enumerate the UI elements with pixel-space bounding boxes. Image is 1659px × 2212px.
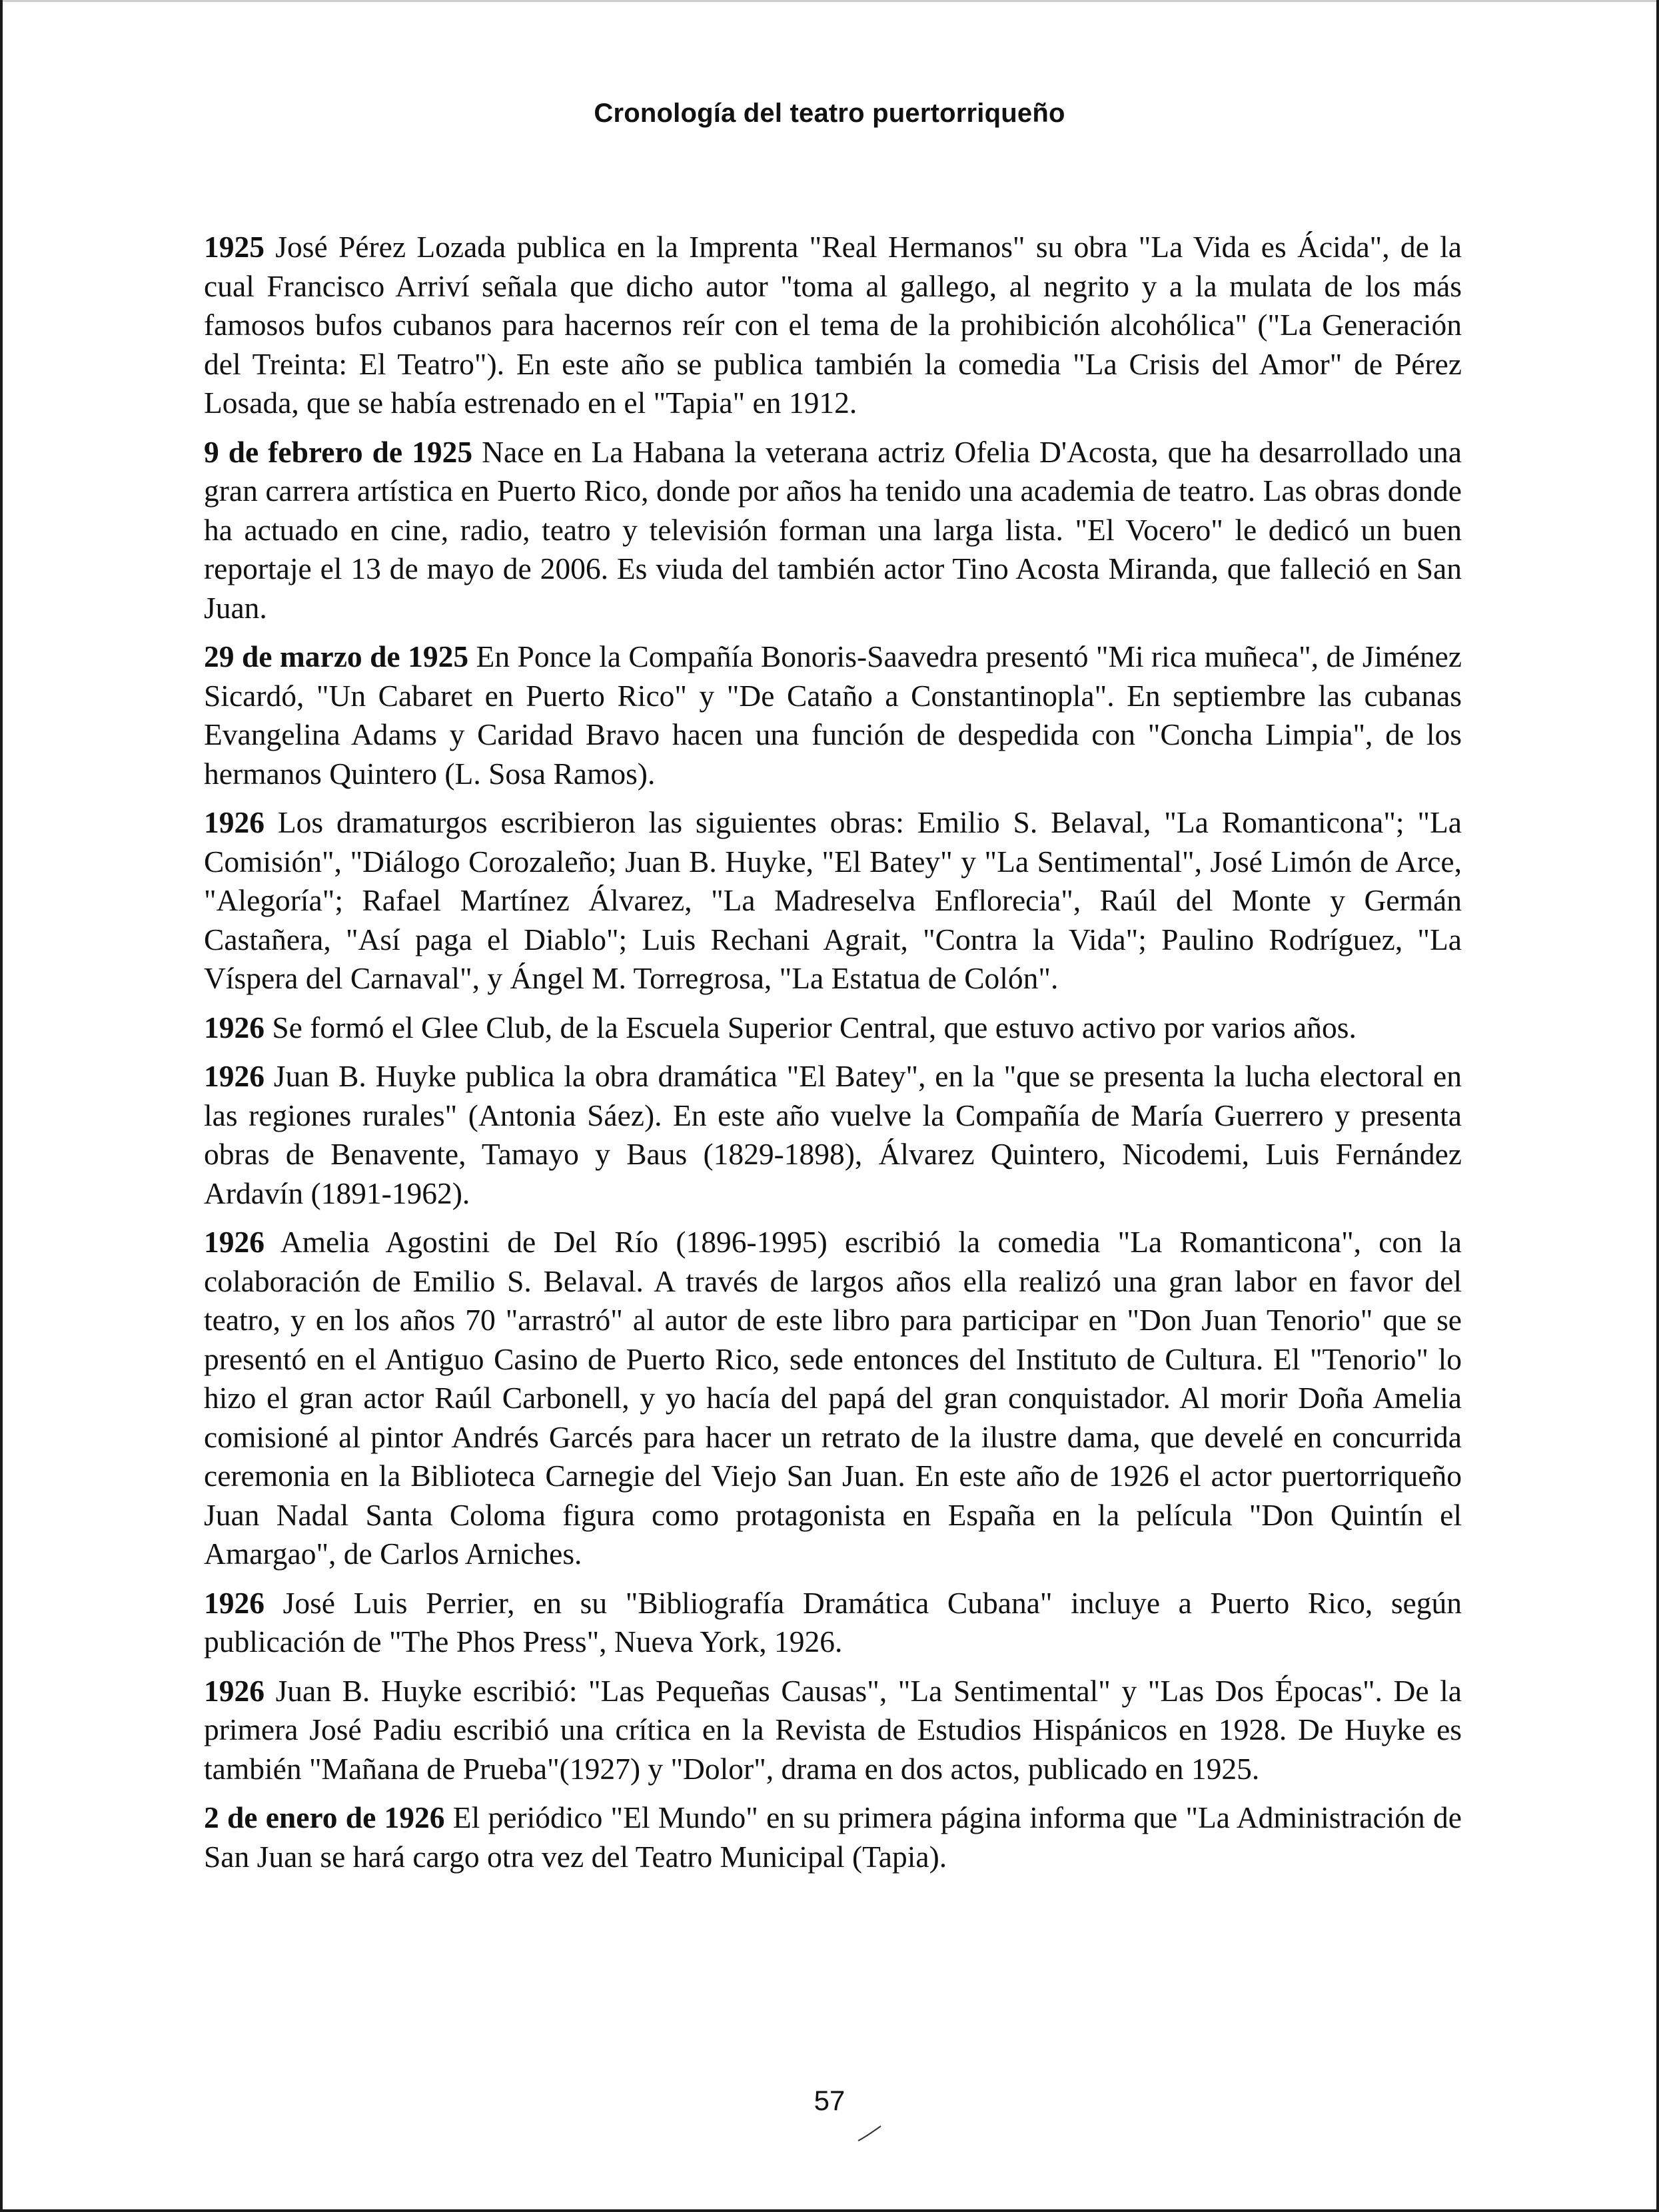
entry-date: 1925 <box>204 230 265 264</box>
entry-text: Juan B. Huyke publica la obra dramática "El Batey", en la "que se presenta la lucha electoral en las regiones rurales" (Antonia Sáez). En este año vuelve la Compañía de María Guerrero y presenta obras de Benavente, Tamayo y Baus (1829-1898), Álvarez Quintero, Nicodemi, Luis Fernández Ardavín (1891-1962). <box>204 1059 1462 1210</box>
entry-text: Juan B. Huyke escribió: "Las Pequeñas Causas", "La Sentimental" y "Las Dos Épocas". De la primera José Padiu escribió una crítica en la Revista de Estudios Hispánicos en 1928. De Huyke es también "Mañana de Prueba"(1927) y "Dolor", drama en dos actos, publicado en 1925. <box>204 1673 1462 1786</box>
chronology-entry <box>204 433 1462 628</box>
chronology-entry <box>204 803 1462 998</box>
chronology-entry <box>204 1057 1462 1213</box>
entry-date: 1926 <box>204 1225 265 1259</box>
entry-date: 1926 <box>204 805 265 839</box>
entry-text: José Pérez Lozada publica en la Imprenta "Real Hermanos" su obra "La Vida es Ácida", de la cual Francisco Arriví señala que dicho autor "toma al gallego, al negrito y a la mulata de los más famosos bufos cubanos para hacernos reír con el tema de la prohibición alcohólica" ("La Generación del Treinta: El Teatro"). En este año se publica también la comedia "La Crisis del Amor" de Pérez Losada, que se había estrenado en el "Tapia" en 1912. <box>204 230 1462 420</box>
entry-date: 9 de febrero de 1925 <box>204 434 473 469</box>
entry-date: 1926 <box>204 1585 265 1620</box>
chronology-entry <box>204 1584 1462 1662</box>
entry-date: 1926 <box>204 1010 265 1044</box>
chronology-entry <box>204 1672 1462 1789</box>
entry-text: El periódico "El Mundo" en su primera página informa que "La Administración de San Juan se hará cargo otra vez del Teatro Municipal (Tapia). <box>204 1800 1462 1874</box>
entry-date: 2 de enero de 1926 <box>204 1800 445 1834</box>
chronology-entry <box>204 228 1462 423</box>
entry-text: En Ponce la Compañía Bonoris-Saavedra presentó "Mi rica muñeca", de Jiménez Sicardó, "Un Cabaret en Puerto Rico" y "De Cataño a Constantinopla". En septiembre las cubanas Evangelina Adams y Caridad Bravo hacen una función de despedida con "Concha Limpia", de los hermanos Quintero (L. Sosa Ramos). <box>204 639 1462 791</box>
page-top-edge <box>0 0 1659 2</box>
running-header: Cronología del teatro puertorriqueño <box>594 99 1065 128</box>
page-number: 57 <box>814 2085 845 2116</box>
chronology-entry <box>204 1008 1462 1048</box>
entry-date: 29 de marzo de 1925 <box>204 639 469 673</box>
page-bottom-border <box>0 2209 1659 2212</box>
entry-date: 1926 <box>204 1059 265 1093</box>
pen-mark-icon <box>857 2123 883 2143</box>
chronology-entry <box>204 1798 1462 1876</box>
chronology-body <box>204 228 1462 1886</box>
entry-text: Los dramaturgos escribieron las siguientes obras: Emilio S. Belaval, "La Romanticona"; "La Comisión", "Diálogo Corozaleño; Juan B. Huyke, "El Batey" y "La Sentimental", José Limón de Arce, "Alegoría"; Rafael Martínez Álvarez, "La Madreselva Enflorecia", Raúl del Monte y Germán Castañera, "Así paga el Diablo"; Luis Rechani Agrait, "Contra la Vida"; Paulino Rodríguez, "La Víspera del Carnaval", y Ángel M. Torregrosa, "La Estatua de Colón". <box>204 805 1462 995</box>
page-right-border <box>1656 0 1659 2212</box>
entry-text: Se formó el Glee Club, de la Escuela Superior Central, que estuvo activo por varios años. <box>265 1010 1357 1044</box>
page-left-border <box>0 0 3 2212</box>
entry-text: Amelia Agostini de Del Río (1896-1995) escribió la comedia "La Romanticona", con la colaboración de Emilio S. Belaval. A través de largos años ella realizó una gran labor en favor del teatro, y en los años 70 "arrastró" al autor de este libro para participar en "Don Juan Tenorio" que se presentó en el Antiguo Casino de Puerto Rico, sede entonces del Instituto de Cultura. El "Tenorio" lo hizo el gran actor Raúl Carbonell, y yo hacía del papá del gran conquistador. Al morir Doña Amelia comisioné al pintor Andrés Garcés para hacer un retrato de la ilustre dama, que develé en concurrida ceremonia en la Biblioteca Carnegie del Viejo San Juan. En este año de 1926 el actor puertorriqueño Juan Nadal Santa Coloma figura como protagonista en España en la película "Don Quintín el Amargao", de Carlos Arniches. <box>204 1225 1462 1571</box>
entry-date: 1926 <box>204 1673 265 1708</box>
chronology-entry <box>204 637 1462 793</box>
entry-text: Nace en La Habana la veterana actriz Ofelia D'Acosta, que ha desarrollado una gran carrera artística en Puerto Rico, donde por años ha tenido una academia de teatro. Las obras donde ha actuado en cine, radio, teatro y televisión forman una larga lista. "El Vocero" le dedicó un buen reportaje el 13 de mayo de 2006. Es viuda del también actor Tino Acosta Miranda, que falleció en San Juan. <box>204 434 1462 625</box>
chronology-entry <box>204 1223 1462 1574</box>
entry-text: José Luis Perrier, en su "Bibliografía Dramática Cubana" incluye a Puerto Rico, según publicación de "The Phos Press", Nueva York, 1926. <box>204 1585 1462 1659</box>
